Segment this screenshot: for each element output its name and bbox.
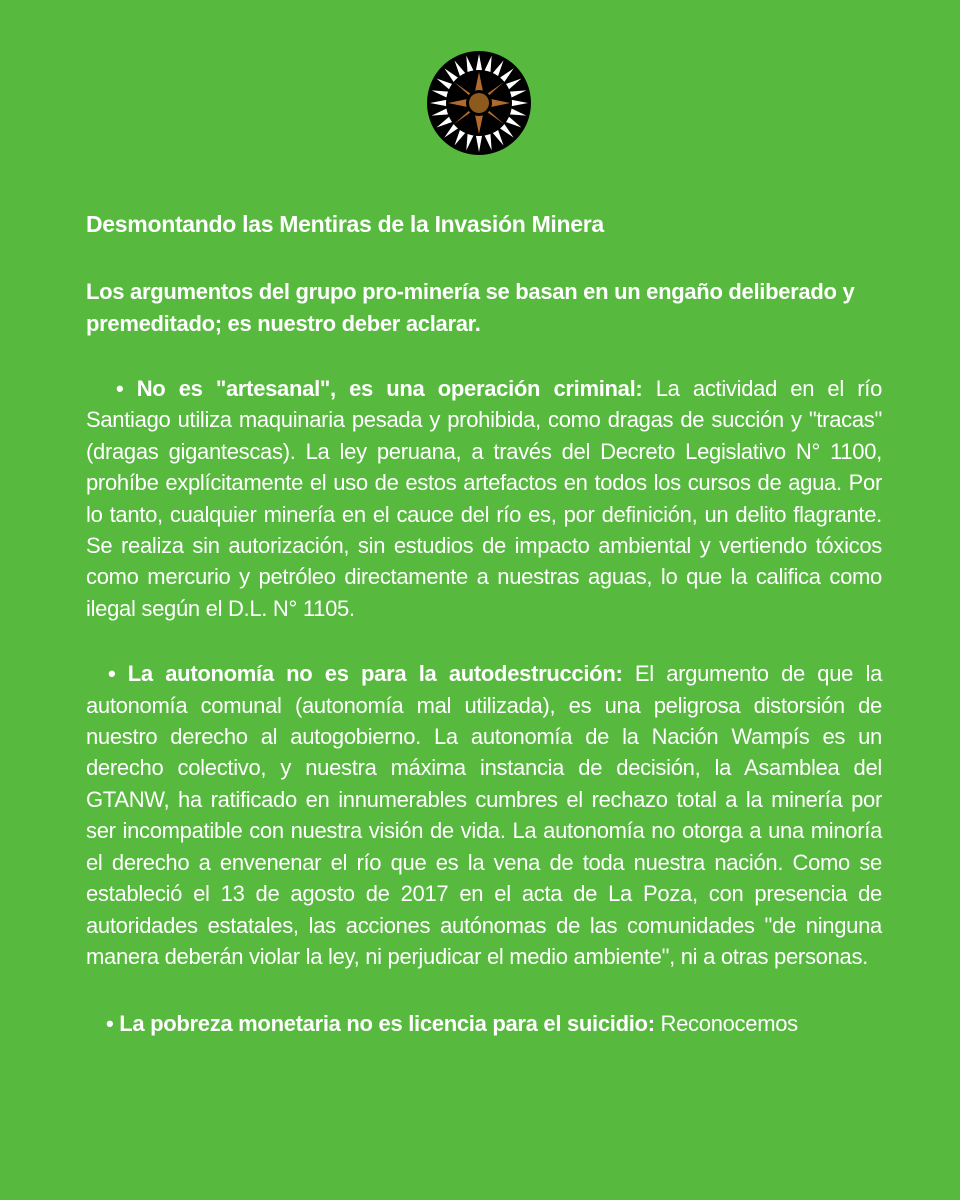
bullet-marker: • (108, 661, 116, 687)
compass-star-icon (426, 50, 532, 156)
intro-paragraph: Los argumentos del grupo pro-minería se basan en un engaño deliberado y premeditado; es nuestro deber aclarar. (86, 279, 855, 336)
bullet-marker: • (116, 376, 124, 401)
bullet-autonomy (86, 658, 882, 972)
logo-center (469, 93, 489, 113)
bullet-heading: No es "artesanal", es una operación criminal: (136, 376, 643, 401)
bullet-heading: La autonomía no es para la autodestrucción: (127, 661, 623, 687)
bullet-text: El argumento de que la autonomía comunal (autonomía mal utilizada), es una peligrosa distorsión de nuestro derecho al autogobierno. La autonomía de la Nación Wampís es un derecho colectivo, y nuestra máxima instancia de decisión, la Asamblea del GTANW, ha ratificado en innumerables cumbres el rechazo total a la minería por ser incompatible con nuestra visión de vida. La autonomía no otorga a una minoría el derecho a envenenar el río que es la vena de toda nuestra nación. Como se estableció el 13 de agosto de 2017 en el acta de La Poza, con presencia de autoridades estatales, las acciones autónomas de las comunidades "de ninguna manera deberán violar la ley, ni perjudicar el medio ambiente", ni a otras personas. (86, 661, 883, 969)
bullet-text: La actividad en el río Santiago utiliza maquinaria pesada y prohibida, como dragas de succión y "tracas" (dragas gigantescas). La ley peruana, a través del Decreto Legislativo N° 1100, prohíbe explícitamente el uso de estos artefactos en todos los cursos de agua. Por lo tanto, cualquier minería en el cauce del río es, por definición, un delito flagrante. Se realiza sin autorización, sin estudios de impacto ambiental y vertiendo tóxicos como mercurio y petróleo directamente a nuestras aguas, lo que la califica como ilegal según el D.L. N° 1105. (86, 376, 883, 621)
compass-star-logo (426, 50, 532, 156)
bullet-marker: • (106, 1011, 114, 1037)
bullet-criminal-operation (86, 373, 882, 624)
bullet-heading: La pobreza monetaria no es licencia para el suicidio: (119, 1011, 655, 1037)
bullet-poverty (86, 1008, 882, 1039)
document-body (86, 208, 882, 1040)
bullet-text: Reconocemos (660, 1011, 798, 1037)
page-title: Desmontando las Mentiras de la Invasión Minera (86, 211, 604, 237)
